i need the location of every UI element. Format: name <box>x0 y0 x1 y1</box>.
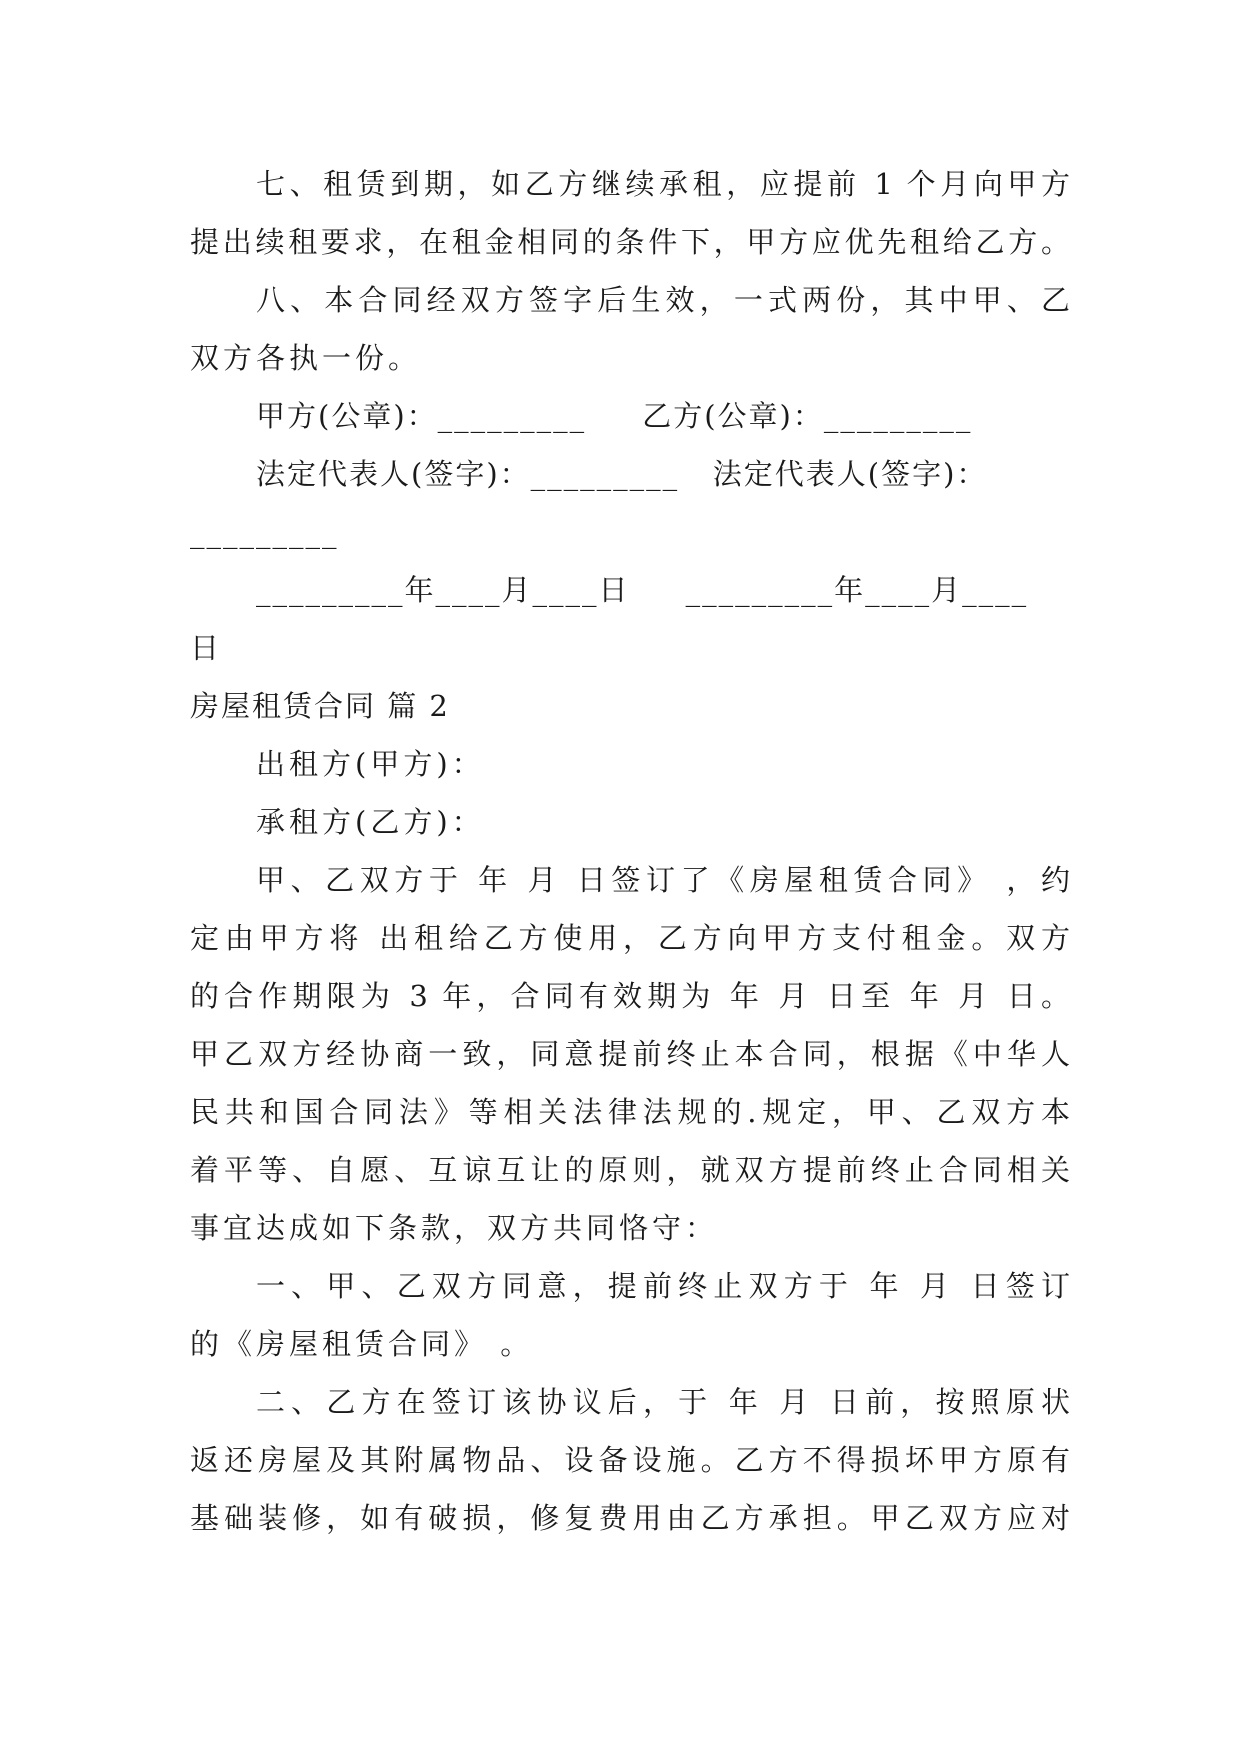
signature-representative-blank: _________ <box>190 515 339 549</box>
lessor-line: 出租方(甲方)： <box>256 747 485 781</box>
preamble-line-6: 着平等、自愿、互谅互让的原则，就双方提前终止合同相关 <box>190 1153 1070 1187</box>
signature-representative-line: 法定代表人(签字)：_________ 法定代表人(签字)： <box>256 457 988 491</box>
section-title: 房屋租赁合同 篇 2 <box>190 689 450 723</box>
preamble-line-2: 定由甲方将 出租给乙方使用，乙方向甲方支付租金。双方 <box>190 921 1070 955</box>
preamble-line-3: 的合作期限为 3 年，合同有效期为 年 月 日至 年 月 日。 <box>190 979 1070 1013</box>
preamble-line-4: 甲乙双方经协商一致，同意提前终止本合同，根据《中华人 <box>190 1037 1070 1071</box>
clause-2-line-3: 基础装修，如有破损，修复费用由乙方承担。甲乙双方应对 <box>190 1501 1070 1535</box>
clause-7-line-1: 七、租赁到期，如乙方继续承租，应提前 1 个月向甲方 <box>256 167 1070 201</box>
clause-1-line-2: 的《房屋租赁合同》 。 <box>190 1327 534 1361</box>
signature-date-line: _________年____月____日 _________年____月____ <box>256 573 1029 607</box>
clause-8-line-1: 八、本合同经双方签字后生效，一式两份，其中甲、乙 <box>256 283 1070 317</box>
clause-2-line-1: 二、乙方在签订该协议后，于 年 月 日前，按照原状 <box>256 1385 1070 1419</box>
clause-2-line-2: 返还房屋及其附属物品、设备设施。乙方不得损坏甲方原有 <box>190 1443 1070 1477</box>
clause-8-line-2: 双方各执一份。 <box>190 341 422 375</box>
clause-1-line-1: 一、甲、乙双方同意，提前终止双方于 年 月 日签订 <box>256 1269 1070 1303</box>
signature-date-end: 日 <box>190 631 224 665</box>
preamble-line-1: 甲、乙双方于 年 月 日签订了《房屋租赁合同》 ，约 <box>256 863 1070 897</box>
signature-seal-line: 甲方(公章)：_________ 乙方(公章)：_________ <box>256 399 973 433</box>
preamble-line-7: 事宜达成如下条款，双方共同恪守： <box>190 1211 719 1245</box>
lessee-line: 承租方(乙方)： <box>256 805 485 839</box>
clause-7-line-2: 提出续租要求，在租金相同的条件下，甲方应优先租给乙方。 <box>190 225 1070 259</box>
preamble-line-5: 民共和国合同法》等相关法律法规的.规定，甲、乙双方本 <box>190 1095 1070 1129</box>
